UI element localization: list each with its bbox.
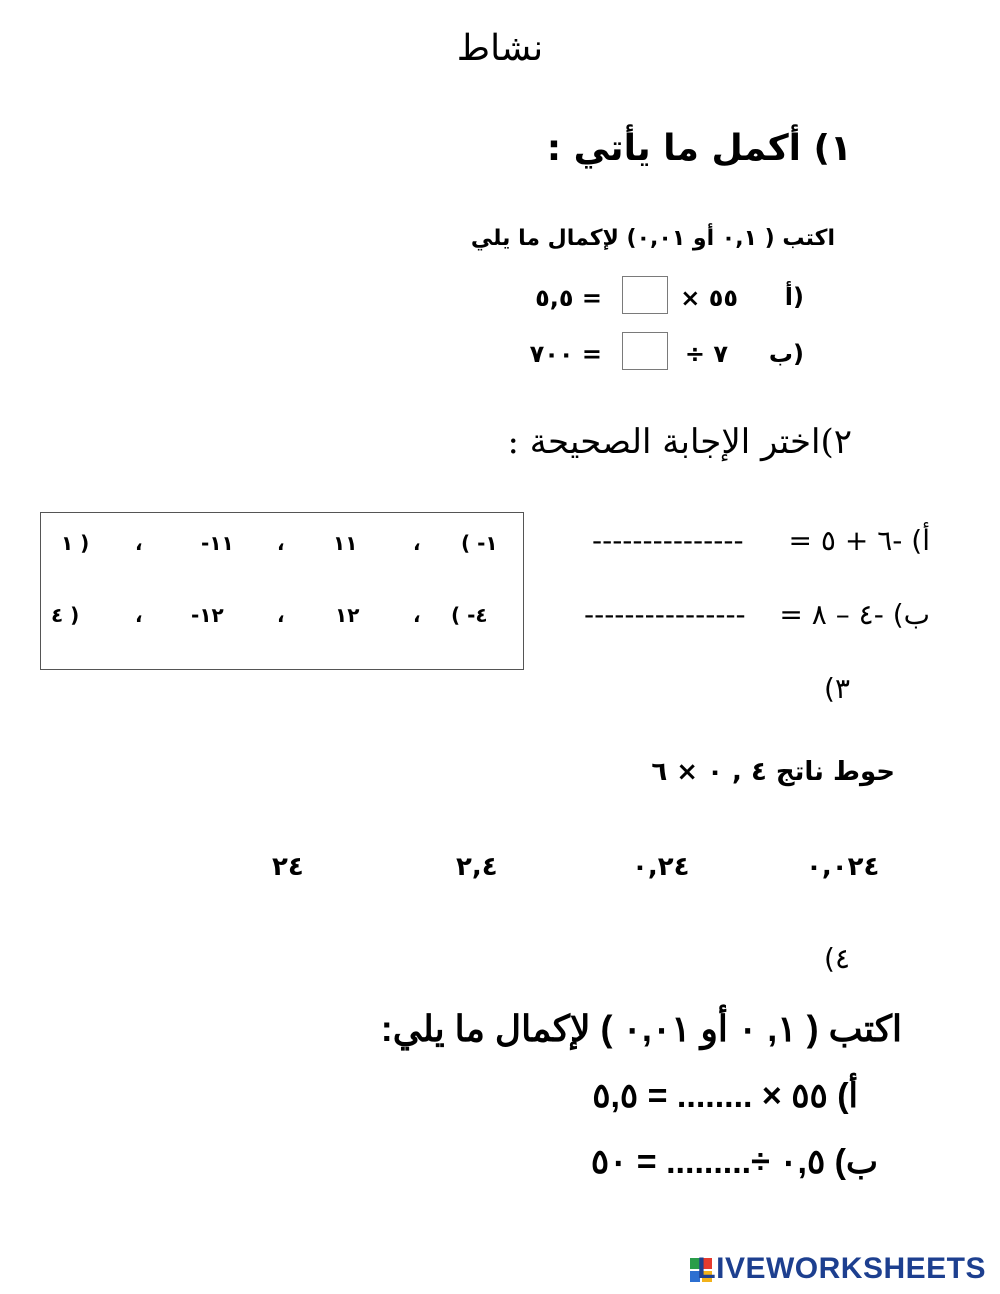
option-4[interactable]: ٢٤	[272, 852, 304, 882]
brand-name: LIVEWORKSHEETS	[697, 1252, 986, 1285]
section1-instruction: اكتب ( ٠,١ أو ٠,٠١) لإكمال ما يلي	[470, 226, 835, 251]
choice-item[interactable]: ١٢	[335, 603, 360, 627]
choice-separator: ،	[135, 603, 143, 627]
choice-separator: ،	[277, 603, 285, 627]
option-3[interactable]: ٢,٤	[456, 852, 498, 882]
q2b-text: ب) -٤ – ٨ =	[779, 598, 930, 631]
q1a-label: أ)	[784, 283, 804, 311]
option-2[interactable]: ٠,٢٤	[632, 852, 690, 882]
q1a-right: = ٥,٥	[535, 284, 602, 312]
choice-item[interactable]: -١١	[201, 531, 234, 555]
section3-question: حوط ناتج ٤ , ٠ × ٦	[651, 757, 895, 787]
choice-separator: ،	[135, 531, 143, 555]
q2b-blank[interactable]: ----------------	[584, 598, 746, 631]
q1b-right: = ٧٠٠	[529, 340, 602, 368]
page-title: نشاط	[456, 28, 544, 69]
section1-heading: ١) أكمل ما يأتي :	[546, 128, 852, 169]
choice-item[interactable]: ( -٤	[451, 603, 488, 627]
choice-item[interactable]: ٤ )	[51, 603, 80, 627]
q2a-blank[interactable]: ---------------	[592, 524, 744, 557]
choice-separator: ،	[277, 531, 285, 555]
q4b-line[interactable]: ب) ٠,٥ ÷......... = ٥٠	[590, 1143, 878, 1181]
choices-box	[40, 512, 524, 670]
choice-separator: ،	[413, 603, 421, 627]
section4-number: ٤)	[824, 942, 850, 975]
section4-instruction: اكتب ( ١, ٠ أو ٠,٠١ ) لإكمال ما يلي:	[380, 1008, 902, 1049]
choice-item[interactable]: -١٢	[191, 603, 224, 627]
q4a-line[interactable]: أ) ٥٥ × ........ = ٥,٥	[592, 1077, 858, 1115]
q1b-answer-box[interactable]	[622, 332, 668, 370]
section3-number: ٣)	[824, 672, 850, 705]
q1b-left: ٧ ÷	[684, 340, 728, 368]
option-1[interactable]: ٠,٠٢٤	[806, 852, 880, 882]
choice-item[interactable]: ( -١	[461, 531, 498, 555]
choice-item[interactable]: ١ )	[61, 531, 90, 555]
choice-item[interactable]: ١١	[333, 531, 358, 555]
q1a-answer-box[interactable]	[622, 276, 668, 314]
q1b-label: ب)	[768, 340, 804, 368]
section2-heading: ٢)اختر الإجابة الصحيحة :	[507, 422, 852, 462]
q1a-left: ٥٥ ×	[680, 284, 738, 312]
q2a-text: أ) -٦ + ٥ =	[788, 524, 930, 557]
choice-separator: ،	[413, 531, 421, 555]
